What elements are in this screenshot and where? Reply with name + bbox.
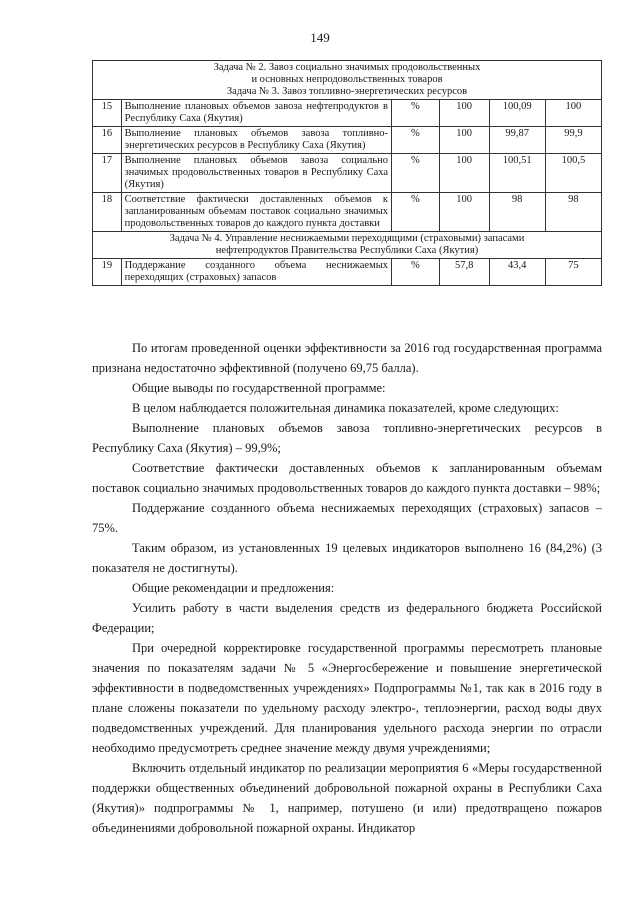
plan-cell: 100	[439, 100, 489, 127]
percent-cell: 75	[545, 259, 601, 286]
paragraph: Общие рекомендации и предложения:	[132, 581, 335, 595]
fact-cell: 99,87	[489, 127, 545, 154]
percent-cell: 98	[545, 193, 601, 232]
paragraph: Усилить работу в части выделения средств из федерального бюджета Российской Федерации;	[92, 601, 602, 635]
task4-line2: нефтепродуктов Правительства Республики Саха (Якутия)	[215, 245, 479, 256]
task2-line1: Задача № 2. Завоз социально значимых продовольственных	[213, 62, 481, 73]
indicator-name: Выполнение плановых объемов завоза нефтепродуктов в Республику Саха (Якутия)	[121, 100, 391, 127]
unit-cell: %	[392, 127, 440, 154]
task4-line1: Задача № 4. Управление неснижаемыми переходящими (страховыми) запасами	[169, 233, 525, 244]
indicator-name: Выполнение плановых объемов завоза топливно-энергетических ресурсов в Республику Саха (Якутия)	[121, 127, 391, 154]
paragraph: Поддержание созданного объема неснижаемых переходящих (страховых) запасов – 75%.	[92, 501, 602, 535]
percent-cell: 100,5	[545, 154, 601, 193]
paragraph: В целом наблюдается положительная динамика показателей, кроме следующих:	[132, 401, 559, 415]
table-row	[93, 127, 602, 154]
fact-cell: 100,09	[489, 100, 545, 127]
task-header-4	[93, 232, 602, 259]
percent-cell: 99,9	[545, 127, 601, 154]
percent-cell: 100	[545, 100, 601, 127]
table-header-row	[93, 232, 602, 259]
task2-line2: и основных непродовольственных товаров	[251, 74, 443, 85]
indicator-table	[92, 60, 602, 286]
plan-cell: 100	[439, 154, 489, 193]
row-number: 18	[93, 193, 122, 232]
row-number: 19	[93, 259, 122, 286]
page-number: 149	[310, 30, 330, 45]
fact-cell: 43,4	[489, 259, 545, 286]
row-number: 15	[93, 100, 122, 127]
paragraph: Соответствие фактически доставленных объемов к запланированным объемам поставок социально значимых продовольственных товаров до каждого пункта доставки – 98%;	[92, 461, 602, 495]
table-row	[93, 193, 602, 232]
paragraph: Включить отдельный индикатор по реализации мероприятия 6 «Меры государственной поддержки общественных объединений добровольной пожарной охраны в Республики Саха (Якутия)» подпрограммы № 1, например, потушено (и или) предотвращено пожаров объединениями добровольной пожарной охраны. Индикатор	[92, 761, 602, 835]
table-row	[93, 154, 602, 193]
body-text	[92, 338, 602, 838]
plan-cell: 100	[439, 127, 489, 154]
plan-cell: 100	[439, 193, 489, 232]
table-row	[93, 259, 602, 286]
paragraph: Общие выводы по государственной программе:	[132, 381, 386, 395]
unit-cell: %	[392, 154, 440, 193]
fact-cell: 98	[489, 193, 545, 232]
row-number: 17	[93, 154, 122, 193]
paragraph: По итогам проведенной оценки эффективности за 2016 год государственная программа признана недостаточно эффективной (получено 69,75 балла).	[92, 341, 602, 375]
indicator-name: Выполнение плановых объемов завоза социально значимых продовольственных товаров в Республику Саха (Якутия)	[121, 154, 391, 193]
plan-cell: 57,8	[439, 259, 489, 286]
unit-cell: %	[392, 100, 440, 127]
fact-cell: 100,51	[489, 154, 545, 193]
paragraph: Таким образом, из установленных 19 целевых индикаторов выполнено 16 (84,2%) (3 показателя не достигнуты).	[92, 541, 602, 575]
table-row	[93, 100, 602, 127]
paragraph: Выполнение плановых объемов завоза топливно-энергетических ресурсов в Республику Саха (Якутия) – 99,9%;	[92, 421, 602, 455]
paragraph: При очередной корректировке государственной программы пересмотреть плановые значения по показателям задачи № 5 «Энергосбережение и повышение энергетической эффективности в подведомственных учреждениях» Подпрограммы №1, так как в 2016 году в плане сложены показатели по удельному расходу электро-, теплоэнергии, расход воды двух подведомственных учреждений. Для планирования удельного расхода энергии по отрасли необходимо предусмотреть среднее значение между двумя учреждениями;	[92, 641, 602, 755]
task3-line: Задача № 3. Завоз топливно-энергетических ресурсов	[226, 86, 468, 97]
indicator-name: Соответствие фактически доставленных объемов к запланированным объемам поставок социально значимых продовольственных товаров до каждого пункта доставки	[121, 193, 391, 232]
table-header-row	[93, 61, 602, 100]
task-header-2-3	[93, 61, 602, 100]
indicator-name: Поддержание созданного объема неснижаемых переходящих (страховых) запасов	[121, 259, 391, 286]
row-number: 16	[93, 127, 122, 154]
unit-cell: %	[392, 259, 440, 286]
unit-cell: %	[392, 193, 440, 232]
